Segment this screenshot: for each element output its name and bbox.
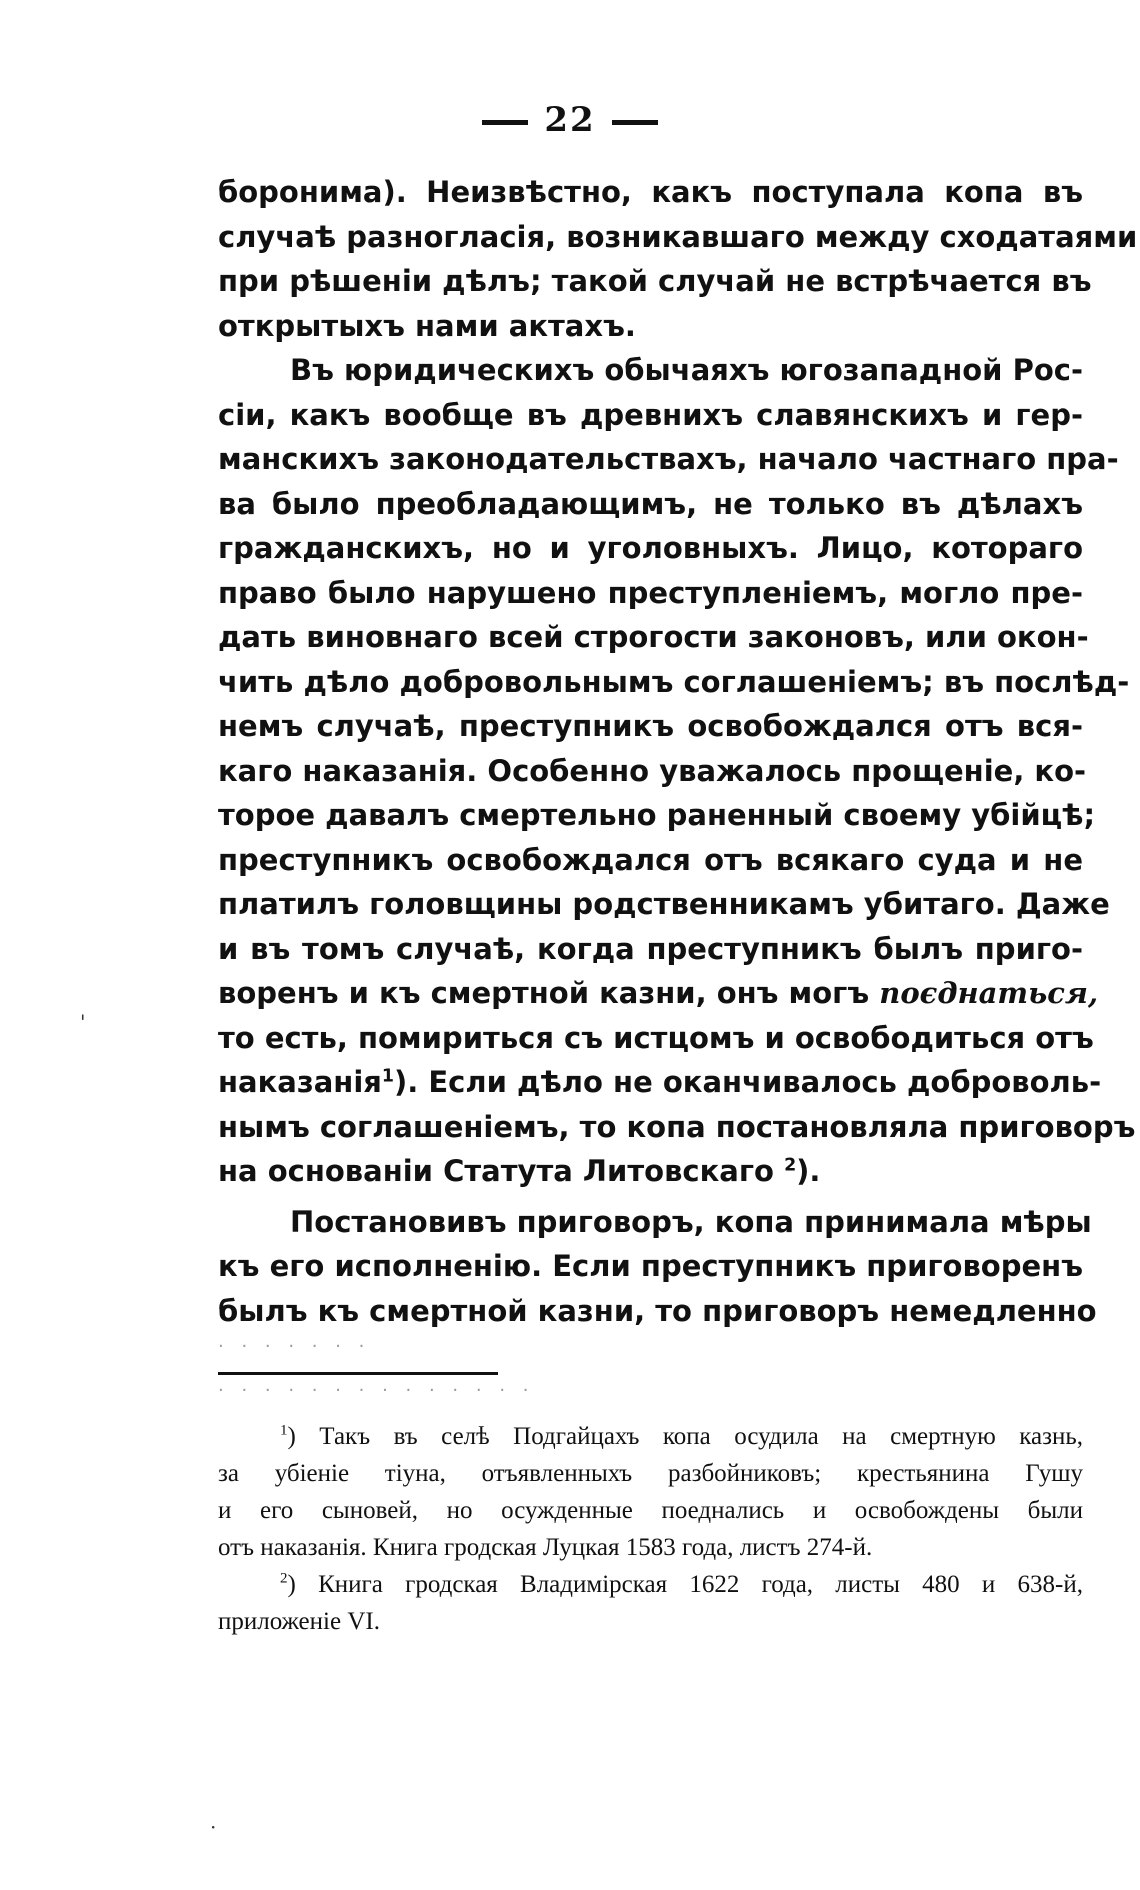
page-header xyxy=(0,100,1140,140)
footnote-ref-1[interactable]: 1 xyxy=(381,1066,394,1087)
footnote-line: отъ наказанія. Книга гродская Луцкая 1583 года, листъ 274-й. xyxy=(218,1534,873,1561)
text-line: къ его исполненію. Если преступникъ приговоренъ xyxy=(218,1249,1083,1283)
text-line: преступникъ освобождался отъ всякаго суда и не xyxy=(218,842,1083,877)
footnote-text: Книга гродская Владимірская 1622 года, листы 480 и 638-й, xyxy=(318,1571,1083,1598)
text-line: Постановивъ приговоръ, копа принимала мѣры xyxy=(290,1204,1092,1239)
text-line: боронима). Неизвѣстно, какъ поступала копа въ xyxy=(218,175,1083,209)
footnote-1: $^1$) Такъ въ селѣ Подгайцахъ копа осудила на смертную казнь, xyxy=(280,1422,1083,1450)
footnote-mark: 2 xyxy=(280,1570,288,1587)
text-segment: наказанія xyxy=(218,1065,382,1099)
text-line: немъ случаѣ, преступникъ освобождался отъ вся- xyxy=(218,709,1083,743)
text-line: то есть, помириться съ истцомъ и освободиться отъ xyxy=(218,1020,1094,1055)
text-line: сіи, какъ вообще въ древнихъ славянскихъ и гер- xyxy=(218,397,1083,432)
main-text xyxy=(218,170,1138,1333)
text-line: чить дѣло добровольнымъ соглашеніемъ; въ послѣд- xyxy=(218,664,1130,699)
text-segment: воренъ и къ смертной казни, онъ могъ xyxy=(218,976,870,1010)
bleed-through-text: · · · · · · · xyxy=(218,1336,371,1357)
text-line xyxy=(218,1060,1102,1105)
footnote-text: Такъ въ селѣ Подгайцахъ копа осудила на смертную казнь, xyxy=(319,1423,1083,1450)
text-line: дать виновнаго всей строгости законовъ, или окон- xyxy=(218,620,1089,654)
text-line xyxy=(218,971,1099,1016)
text-line: торое давалъ смертельно раненный своему убійцѣ; xyxy=(218,798,1096,832)
page-number: 22 xyxy=(544,100,596,140)
stray-mark: · xyxy=(210,1815,217,1839)
text-line: каго наказанія. Особенно уважалось прощеніе, ко- xyxy=(218,753,1087,788)
text-line: платилъ головщины родственникамъ убитаго. Даже xyxy=(218,887,1110,921)
footnote-rule xyxy=(218,1372,498,1375)
italic-term: поєднаться, xyxy=(879,976,1099,1010)
text-line: гражданскихъ, но и уголовныхъ. Лицо, котораго xyxy=(218,531,1083,565)
text-line: манскихъ законодательствахъ, начало частнаго пра- xyxy=(218,442,1119,476)
footnote-line: и его сыновей, но осужденные поеднались и освобождены были xyxy=(218,1497,1083,1524)
header-dash-right xyxy=(612,120,658,125)
header-dash-left xyxy=(482,120,528,125)
text-segment: ). xyxy=(796,1154,821,1188)
text-line xyxy=(218,1149,1083,1194)
stray-mark: ' xyxy=(80,1010,86,1034)
text-line: былъ къ смертной казни, то приговоръ немедленно xyxy=(218,1293,1097,1328)
footnote-line: за убіеніе тіуна, отъявленныхъ разбойниковъ; крестьянина Гушу xyxy=(218,1460,1083,1487)
bleed-through-text: · · · · · · · · · · · · · · xyxy=(218,1380,535,1401)
text-segment: ). Если дѣло не оканчивалось доброволь- xyxy=(394,1065,1102,1099)
text-line: нымъ соглашеніемъ, то копа постановляла приговоръ xyxy=(218,1109,1136,1144)
text-line: право было нарушено преступленіемъ, могло пре- xyxy=(218,575,1083,610)
footnote-mark: 1 xyxy=(280,1422,288,1439)
text-line: ва было преобладающимъ, не только въ дѣлахъ xyxy=(218,486,1083,521)
text-line: при рѣшеніи дѣлъ; такой случай не встрѣчается въ xyxy=(218,264,1092,298)
footnote-ref-2[interactable]: 2 xyxy=(784,1155,797,1176)
text-line: открытыхъ нами актахъ. xyxy=(218,308,636,343)
text-segment: на основаніи Статута Литовскаго xyxy=(218,1154,774,1188)
footnote-2: $^2$) Книга гродская Владимірская 1622 года, листы 480 и 638-й, xyxy=(280,1570,1083,1598)
text-line: и въ томъ случаѣ, когда преступникъ былъ приго- xyxy=(218,931,1083,966)
footnotes xyxy=(218,1418,1083,1640)
text-line: случаѣ разногласія, возникавшаго между сходатаями xyxy=(218,219,1138,254)
text-line: Въ юридическихъ обычаяхъ югозападной Рос- xyxy=(290,353,1083,387)
footnote-line: приложеніе VI. xyxy=(218,1608,380,1635)
